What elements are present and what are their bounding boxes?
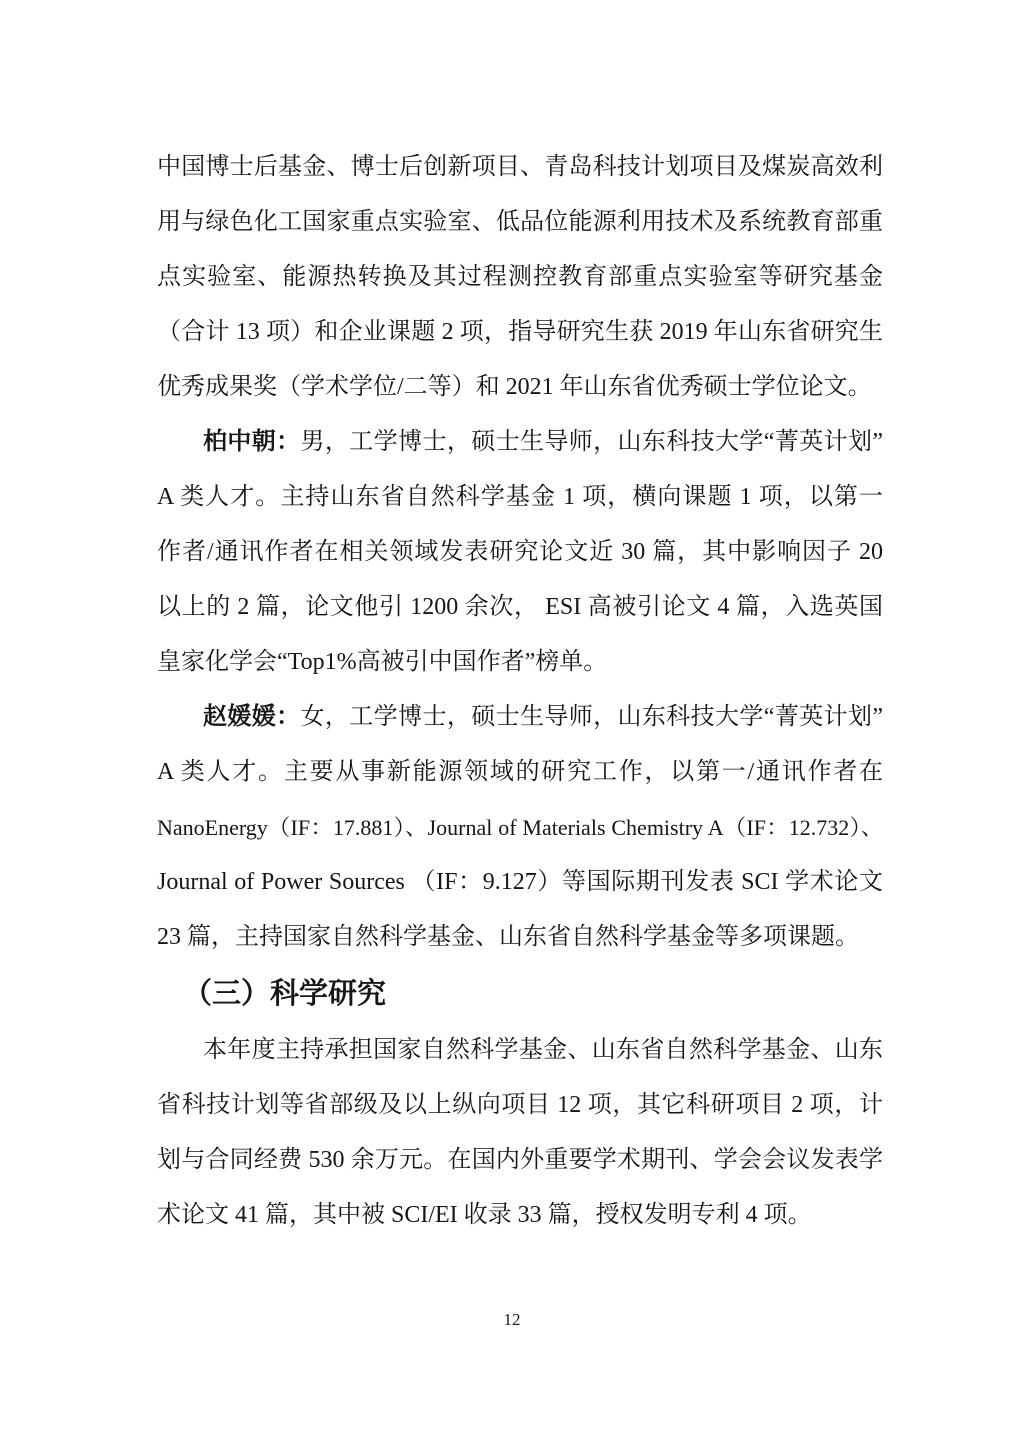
page-body — [157, 140, 883, 1243]
text-run: 男，工学博士，硕士生导师，山东科技大学“菁英计划” — [300, 429, 883, 455]
text-line: （合计 13 项）和企业课题 2 项，指导研究生获 2019 年山东省研究生 — [157, 319, 883, 345]
text-line: 用与绿色化工国家重点实验室、低品位能源利用技术及系统教育部重 — [157, 209, 883, 235]
text-line: A 类人才。主要从事新能源领域的研究工作，以第一/通讯作者在 — [157, 759, 883, 785]
section-heading: （三）科学研究 — [183, 978, 387, 1010]
person-name: 柏中朝： — [203, 429, 301, 455]
text-line — [157, 415, 883, 470]
text-line: 作者/通讯作者在相关领域发表研究论文近 30 篇，其中影响因子 20 — [157, 539, 883, 565]
text-line: Journal of Power Sources （IF：9.127）等国际期刊发表 SCI 学术论文 — [157, 869, 883, 895]
text-line: 点实验室、能源热转换及其过程测控教育部重点实验室等研究基金 — [157, 264, 883, 290]
text-line: 划与合同经费 530 余万元。在国内外重要学术期刊、学会会议发表学 — [157, 1147, 883, 1173]
text-line: 以上的 2 篇，论文他引 1200 余次， ESI 高被引论文 4 篇，入选英国 — [157, 594, 883, 620]
text-line: 23 篇，主持国家自然科学基金、山东省自然科学基金等多项课题。 — [157, 924, 859, 950]
text-line: NanoEnergy（IF：17.881）、Journal of Materials Chemistry A（IF：12.732）、 — [157, 815, 883, 840]
text-run: 女，工学博士，硕士生导师，山东科技大学“菁英计划” — [300, 704, 883, 730]
text-line: 中国博士后基金、博士后创新项目、青岛科技计划项目及煤炭高效利 — [157, 154, 883, 180]
paragraph-research — [157, 1023, 883, 1243]
person-name: 赵媛媛： — [203, 704, 301, 730]
page-number: 12 — [503, 1310, 521, 1329]
paragraph-bai-zhongchao — [157, 415, 883, 690]
text-line: 优秀成果奖（学术学位/二等）和 2021 年山东省优秀硕士学位论文。 — [157, 374, 872, 400]
text-line: 省科技计划等省部级及以上纵向项目 12 项，其它科研项目 2 项，计 — [157, 1092, 883, 1118]
text-line: 本年度主持承担国家自然科学基金、山东省自然科学基金、山东 — [203, 1037, 883, 1063]
text-line: 皇家化学会“Top1%高被引中国作者”榜单。 — [157, 649, 608, 675]
paragraph-zhao-yuanyuan — [157, 690, 883, 965]
paragraph-funding-continued — [157, 140, 883, 415]
text-line — [157, 690, 883, 745]
text-line: 术论文 41 篇，其中被 SCI/EI 收录 33 篇，授权发明专利 4 项。 — [157, 1202, 812, 1228]
text-line: A 类人才。主持山东省自然科学基金 1 项，横向课题 1 项，以第一 — [157, 484, 883, 510]
